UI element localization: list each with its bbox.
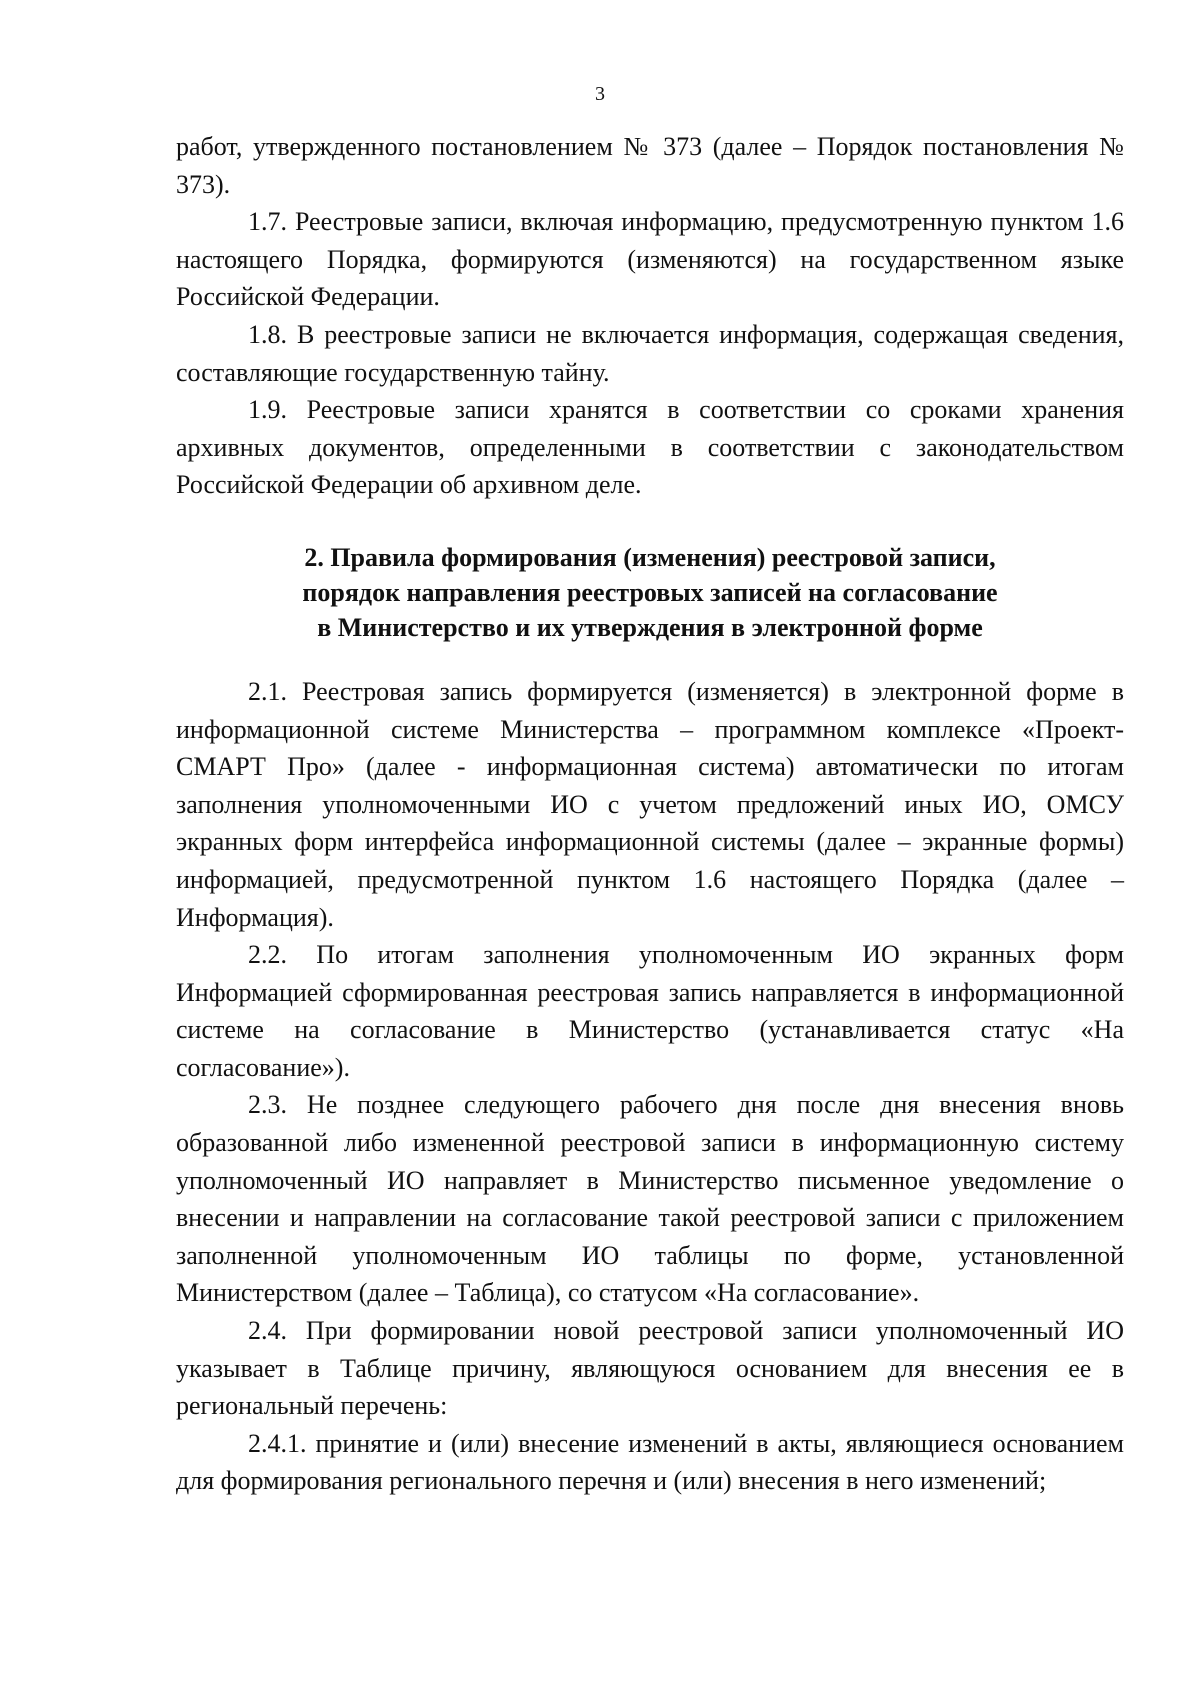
paragraph-2-4-1: 2.4.1. принятие и (или) внесение изменений в акты, являющиеся основанием для формирования регионального перечня и (или) внесения в него изменений; [176, 1428, 1124, 1496]
section-2-heading-line: порядок направления реестровых записей на согласование [302, 577, 998, 607]
paragraph-2-3: 2.3. Не позднее следующего рабочего дня после дня внесения вновь образованной либо измененной реестровой записи в информационную систему уполномоченный ИО направляет в Министерство письменное уведомление о внесении и направлении на согласование такой реестровой записи с приложением заполненной уполномоченным ИО таблицы по форме, установленной Министерством (далее – Таблица), со статусом «На согласование». [176, 1090, 1124, 1308]
document-body [176, 128, 1124, 1500]
paragraph-1-9: 1.9. Реестровые записи хранятся в соответствии со сроками хранения архивных документов, определенными в соответствии с законодательством Российской Федерации об архивном деле. [176, 395, 1124, 500]
paragraph-2-2: 2.2. По итогам заполнения уполномоченным ИО экранных форм Информацией сформированная реестровая запись направляется в информационной системе на согласование в Министерство (устанавливается статус «На согласование»). [176, 940, 1124, 1082]
section-2-heading [176, 540, 1124, 645]
section-2-heading-line: в Министерство и их утверждения в электронной форме [317, 612, 983, 642]
page-number: 3 [595, 83, 605, 105]
paragraph-continuation: работ, утвержденного постановлением № 373 (далее – Порядок постановления № 373). [176, 132, 1124, 199]
section-2-heading-line: 2. Правила формирования (изменения) реестровой записи, [304, 542, 996, 572]
paragraph-2-1: 2.1. Реестровая запись формируется (изменяется) в электронной форме в информационной системе Министерства – программном комплексе «Проект-СМАРТ Про» (далее - информационная система) автоматически по итогам заполнения уполномоченными ИО с учетом предложений иных ИО, ОМСУ экранных форм интерфейса информационной системы (далее – экранные формы) информацией, предусмотренной пунктом 1.6 настоящего Порядка (далее – Информация). [176, 676, 1124, 932]
paragraph-2-4: 2.4. При формировании новой реестровой записи уполномоченный ИО указывает в Таблице причину, являющуюся основанием для внесения ее в региональный перечень: [176, 1316, 1124, 1421]
paragraph-1-8: 1.8. В реестровые записи не включается информация, содержащая сведения, составляющие государственную тайну. [176, 319, 1124, 387]
paragraph-1-7: 1.7. Реестровые записи, включая информацию, предусмотренную пунктом 1.6 настоящего Порядка, формируются (изменяются) на государственном языке Российской Федерации. [176, 207, 1124, 312]
